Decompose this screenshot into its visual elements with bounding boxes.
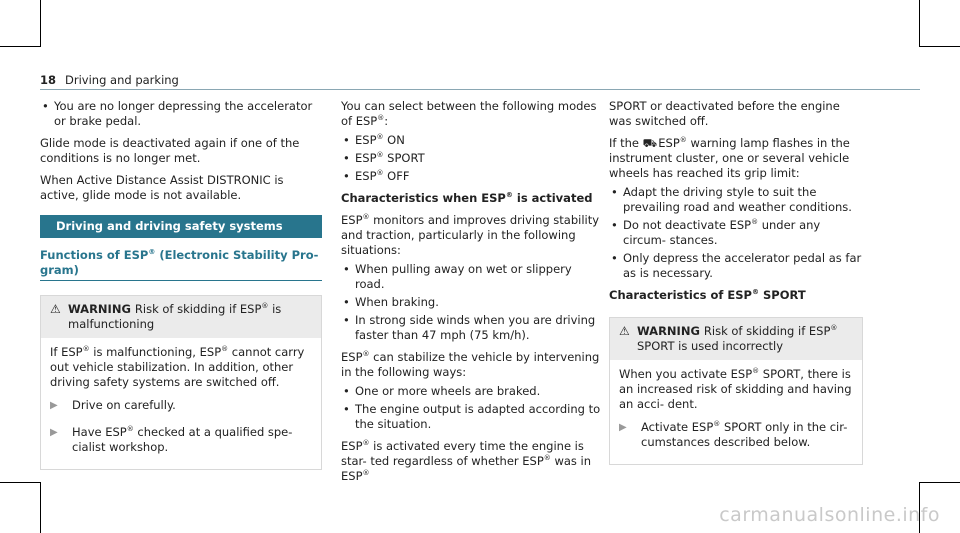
list-item: • One or more wheels are braked. <box>341 384 604 399</box>
warning-triangle-icon: ⚠ <box>50 302 61 316</box>
list-item: • When pulling away on wet or slippery road. <box>341 262 604 292</box>
paragraph: You can select between the following modes of ESP®: <box>341 99 597 128</box>
grip-limit-list <box>609 185 863 281</box>
warning-header: ⚠ WARNING Risk of skidding if ESP® SPORT is used incorrectly <box>610 318 862 360</box>
list-item: • ESP® ON <box>341 133 604 148</box>
glide-conditions-list <box>40 99 322 129</box>
section-title: Driving and parking <box>65 73 179 87</box>
list-item: • Only depress the accelerator pedal as far as is necessary. <box>609 251 863 281</box>
list-item: • Adapt the driving style to suit the prevailing road and weather conditions. <box>609 185 863 215</box>
header-rule <box>40 89 920 90</box>
situations-list <box>341 262 604 343</box>
warning-header: ⚠ WARNING Risk of skidding if ESP® is malfunctioning <box>41 296 321 338</box>
crop-mark <box>40 0 41 47</box>
list-item: • The engine output is adapted according to the situation. <box>341 402 604 432</box>
paragraph: When Active Distance Assist DISTRONIC is active, glide mode is not available. <box>40 173 284 202</box>
list-item: • In strong side winds when you are driving faster than 47 mph (75 km/h). <box>341 313 604 343</box>
crop-mark <box>40 482 41 533</box>
list-item: • You are no longer depressing the accelerator or brake pedal. <box>40 99 322 129</box>
paragraph: SPORT or deactivated before the engine was switched off. <box>609 99 840 128</box>
crop-mark <box>919 46 960 47</box>
crop-mark <box>0 482 41 483</box>
paragraph: If the ⛟ ESP® warning lamp flashes in the instrument cluster, one or several vehicle wheels has reached its grip limit: <box>609 136 850 180</box>
warning-triangle-icon: ⚠ <box>619 324 630 338</box>
list-item: • Do not deactivate ESP® under any circum- stances. <box>609 218 863 248</box>
section-heading: Characteristics when ESP® is activated <box>341 191 593 205</box>
warning-box <box>40 295 322 470</box>
section-heading: Characteristics of ESP® SPORT <box>609 288 806 302</box>
paragraph: ESP® is activated every time the engine is star- ted regardless of whether ESP® was in ESP® <box>341 439 592 483</box>
column-left <box>40 99 322 470</box>
crop-mark <box>0 46 41 47</box>
instruction-step: ▶ Drive on carefully. <box>50 398 176 412</box>
esp-modes-list <box>341 133 604 184</box>
esp-warning-lamp-icon: ⛟ <box>642 136 658 150</box>
warning-body: When you activate ESP® SPORT, there is an increased risk of skidding and having an acci- dent. ▶ Activate ESP® SPORT only in the cir- cumstances described below. <box>610 360 862 464</box>
watermark: carmanualsonline.info <box>719 504 940 526</box>
arrow-right-icon: ▶ <box>50 400 58 411</box>
paragraph: ESP® can stabilize the vehicle by intervening in the following ways: <box>341 350 600 379</box>
page-number: 18 <box>40 73 57 87</box>
arrow-right-icon: ▶ <box>50 427 58 438</box>
page-header <box>40 73 179 88</box>
warning-box <box>609 317 863 465</box>
arrow-right-icon: ▶ <box>619 422 627 433</box>
instruction-step: ▶ Have ESP® checked at a qualified spe- cialist workshop. <box>50 425 293 454</box>
instruction-step: ▶ Activate ESP® SPORT only in the cir- cumstances described below. <box>619 420 848 449</box>
list-item: • ESP® SPORT <box>341 151 604 166</box>
list-item: • When braking. <box>341 295 604 310</box>
crop-mark <box>919 0 920 47</box>
paragraph: Glide mode is deactivated again if one of the conditions is no longer met. <box>40 136 300 165</box>
warning-body: If ESP® is malfunctioning, ESP® cannot carry out vehicle stabilization. In addition, other driving safety systems are switched off. ▶ Drive on carefully. ▶ Have ESP® checked at a qualified spe- cialist workshop. <box>41 338 321 469</box>
paragraph: ESP® monitors and improves driving stability and traction, particularly in the following situations: <box>341 213 600 257</box>
section-banner: Driving and driving safety systems <box>40 215 322 238</box>
ways-list <box>341 384 604 432</box>
crop-mark <box>919 482 960 483</box>
column-middle <box>341 99 604 491</box>
subheading: Functions of ESP® (Electronic Stability Pro- gram) <box>40 248 322 281</box>
column-right <box>609 99 863 465</box>
list-item: • ESP® OFF <box>341 169 604 184</box>
